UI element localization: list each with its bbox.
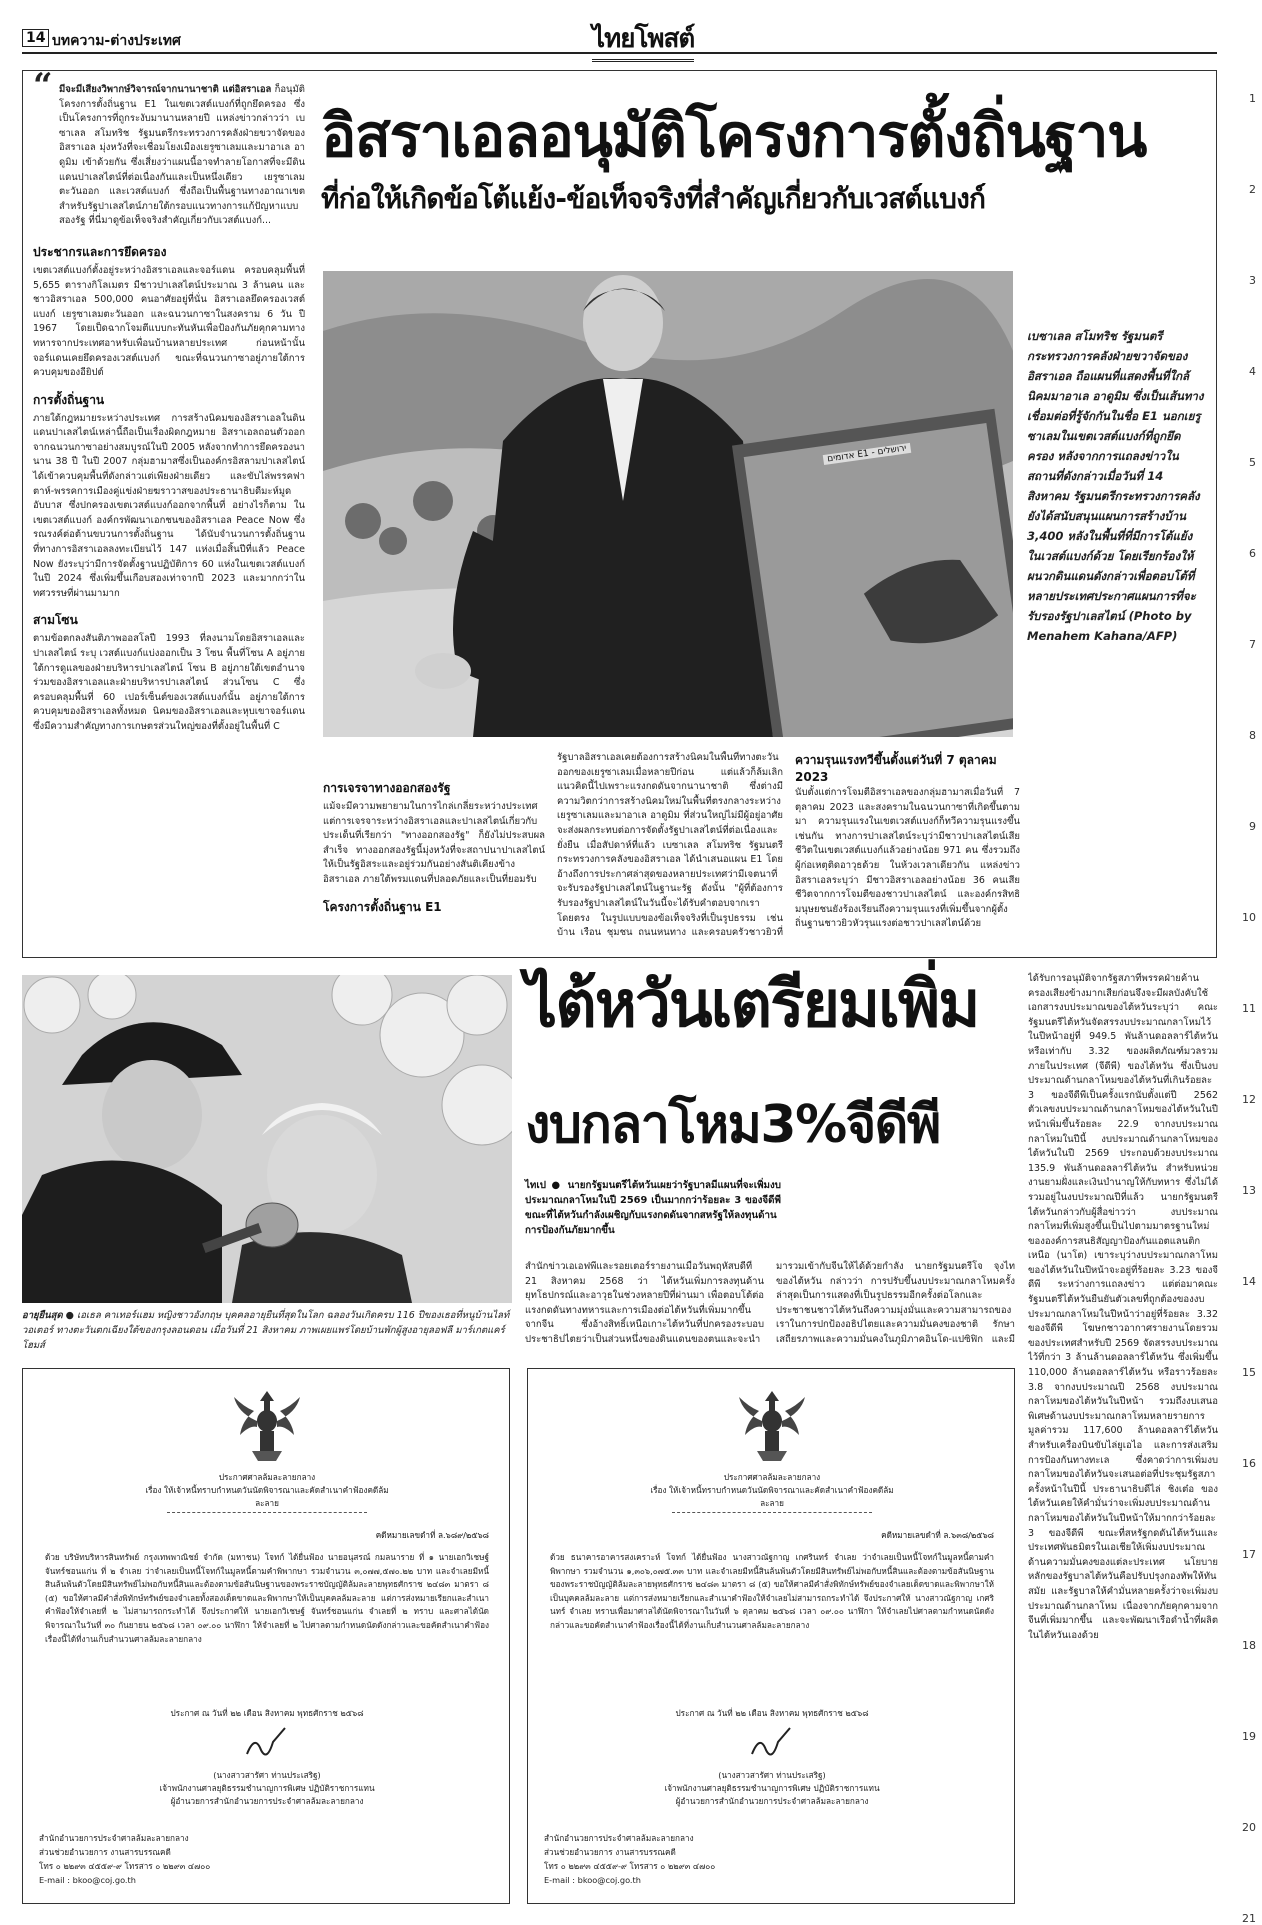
margin-number: 4 [1249,365,1256,378]
page-header [22,26,1217,54]
notice1-signer: (นางสาวสารัศา ท่านประเสริฐ) [213,1770,321,1780]
photo-illustration-birthday [22,975,512,1303]
birthday-caption-bold: อายุยืนสุด [22,1310,63,1321]
margin-number: 19 [1242,1730,1256,1743]
notice2-footer-email[interactable]: E-mail : bkoo@coj.go.th [544,1875,641,1885]
page-number: 14 [22,29,49,47]
taiwan-col2: ได้รับการอนุมัติจากรัฐสภาที่พรรคฝ่ายค้านครองเสียงข้างมากเสียก่อนจึงจะมีผลบังคับใช้ เอกสารงบประมาณของไต้หวันระบุว่า คณะรัฐมนตรีไต้หวันจัดสรรงบประมาณกลาโหมไว้ในปีหน้าอยู่ที่ 949.5 พันล้านดอลลาร์ไต้หวัน หรือเท่ากับ 3.32 ของผลิตภัณฑ์มวลรวมภายในประเทศ (จีดีพี) ของไต้หวัน ซึ่งเป็นงบประมาณด้านกลาโหมของไต้หวันที่เกินร้อยละ 3 ของจีดีพีเป็นครั้งแรกนับตั้งแต่ปี 2562 ตัวเลขงบประมาณด้านกลาโหมของไต้หวันในปีหน้าเพิ่มขึ้นร้อยละ 22.9 จากงบประมาณกลาโหมในปีนี้ งบประมาณด้านกลาโหมของไต้หวันในปี 2569 ประกอบด้วยงบประมาณ 135.9 พันล้านดอลลาร์ไต้หวัน สำหรับหน่วยงานยามฝั่งและเงินบำนาญให้กับทหาร ซึ่งไม่ได้รวมอยู่ในงบประมาณปีที่แล้ว นายกรัฐมนตรีไต้หวันกล่าวกับผู้สื่อข่าวว่า งบประมาณกลาโหมที่เพิ่มสูงขึ้นเป็นไปตามมาตรฐานใหม่ขององค์การสนธิสัญญาป้องกันแอตแลนติกเหนือ (นาโต) เขาระบุว่างบประมาณกลาโหมของไต้หวันในปีหน้าจะอยู่ที่ร้อยละ 3.23 ของจีดีพี ระหว่างการแถลงข่าว แต่ต่อมาคณะรัฐมนตรีไต้หวันยืนยันตัวเลขที่ถูกต้องของงบประมาณกลาโหมในปีหน้าว่าอยู่ที่ร้อยละ 3.32 ของจีดีพี โฆษกชาวอากาศรายงานโดยรวมของประเทศสำหรับปี 2569 จัดสรรงบประมาณไว้ที่กว่า 3 ล้านล้านดอลลาร์ไต้หวัน ซึ่งเพิ่มขึ้น 110,000 ล้านดอลลาร์ไต้หวัน หรือราวร้อยละ 3.8 จากงบประมาณปี 2568 งบประมาณกลาโหมของไต้หวันในปีหน้า รวมถึงงบเสนอพิเศษด้านงบประมาณกลาโหมหลายรายการ มูลค่ารวม 117,600 ล้านดอลลาร์ไต้หวัน สำหรับเครื่องบินขับไล่ยูเอไอ และการส่งเสริมการป้องกันทางทะเล ซึ่งคาดว่าการเพิ่มงบกลาโหมของไต้หวันจะเสนอต่อที่ประชุมรัฐสภาครั้งหน้าในปีนี้ ประธานาธิบดีไล่ ชิงเต๋อ ของไต้หวันเคยให้คำมั่นว่าจะเพิ่มงบประมาณด้านกลาโหมของไต้หวันในปีหน้าให้มากกว่าร้อยละ 3 ของจีดีพี ขณะที่สหรัฐกดดันไต้หวันและประเทศพันธมิตรในเอเชียให้เพิ่มงบประมาณด้านความมั่นคงของแต่ละประเทศ นโยบายหลักของรัฐบาลไต้หวันคือปรับปรุงกองทัพให้ทันสมัย และรัฐบาลให้คำมั่นหลายครั้งว่าจะเพิ่มงบประมาณด้านกลาโหม เนื่องจากภัยคุกคามจากจีนที่เพิ่มมากขึ้น และจะพัฒนาเรือดำน้ำที่ผลิตในไต้หวันเองด้วย [1028,973,1218,1641]
col-e1 [557,751,783,941]
margin-number: 16 [1242,1457,1256,1470]
margin-number: 15 [1242,1366,1256,1379]
notice2-case: คดีหมายเลขดำที่ ล.๖๓๘/๒๕๖๘ [881,1530,994,1540]
margin-number: 1 [1249,92,1256,105]
margin-number: 20 [1242,1821,1256,1834]
masthead-logo: ไทยโพสต์ [592,18,694,62]
notice1-subject: เรื่อง ให้เจ้าหนี้ทราบกำหนดวันนัดพิจารณาและคัดสำเนาคำฟ้องคดีล้มละลาย [145,1485,389,1508]
court-notice-1 [22,1368,510,1904]
notice2-body: ด้วย ธนาคารอาคารสงเคราะห์ โจทก์ ได้ยื่นฟ้อง นางสาวณัฐกาญ เกศรินทร์ จำเลย ว่าจำเลยเป็นหนี้โจทก์ในมูลหนี้ตามคำพิพากษา รวมจำนวน ๑,๓๐๖,๐๗๕.๓๓ บาท และจำเลยมีหนี้สินล้นพ้นตัวโดยมีสินทรัพย์ไม่พอกับหนี้สินและต้องตามข้อสันนิษฐานของพระราชบัญญัติล้มละลายพุทธศักราช ๒๔๘๓ มาตรา ๘ (๕) ขอให้ศาลมีคำสั่งพิทักษ์ทรัพย์ของจำเลยเด็ดขาดและพิพากษาให้เป็นบุคคลล้มละลาย แต่การส่งหมายเรียกและสำเนาคำฟ้องให้จำเลยไม่สามารถกระทำได้ จึงประกาศให้ นางสาวณัฐกาญ เกศรินทร์ จำเลย ทราบเพื่อมาศาลได้นัดพิจารณาในวันที่ ๖ ตุลาคม ๒๕๖๘ เวลา ๐๙.๐๐ นาฬิกา ให้จำเลยไปศาลตามกำหนดนัดดังกล่าวและขอคัดสำเนาคำฟ้องเรื่องนี้ได้ที่งานเก็บสำนวนศาลล้มละลายกลาง [550,1552,994,1630]
col-negotiation [323,773,545,919]
margin-number: 7 [1249,638,1256,651]
margin-number: 13 [1242,1184,1256,1197]
notice2-date: ประกาศ ณ วันที่ ๒๒ เดือน สิงหาคม พุทธศักราช ๒๕๖๘ [675,1708,869,1718]
notice2-signer: (นางสาวสารัศา ท่านประเสริฐ) [718,1770,826,1780]
notice1-footer-dept: ส่วนช่วยอำนวยการ งานสารบรรณคดี [39,1847,171,1857]
col-violence [795,751,1020,932]
margin-number: 10 [1242,911,1256,924]
lead-column [33,66,305,735]
notice1-body: ด้วย บริษัทบริหารสินทรัพย์ กรุงเทพพาณิชย์ จำกัด (มหาชน) โจทก์ ได้ยื่นฟ้อง นายอนุสรณ์ กมลนาราย ที่ ๑ นายเอกวิเชษฐ์ จันทร์ชอนแก่น ที่ ๒ จำเลย ว่าจำเลยเป็นหนี้โจทก์ในมูลหนี้ตามคำพิพากษา รวมจำนวน ๓,๐๗๗,๕๗๐.๒๒ บาท และจำเลยมีหนี้สินล้นพ้นตัวโดยมีสินทรัพย์ไม่พอกับหนี้สินและต้องตามข้อสันนิษฐานของพระราชบัญญัติล้มละลายพุทธศักราช ๒๔๘๓ มาตรา ๘ (๕) ขอให้ศาลมีคำสั่งพิทักษ์ทรัพย์ของจำเลยทั้งสองเด็ดขาดและพิพากษาให้เป็นบุคคลล้มละลาย แต่การส่งหมายเรียกและสำเนาคำฟ้องให้จำเลยที่ ๒ ไม่สามารถกระทำได้ จึงประกาศให้ นายเอกวิเชษฐ์ จันทร์ชอนแก่น จำเลยที่ ๒ ทราบ และศาลได้นัดพิจารณาในวันที่ ๓๐ กันยายน ๒๕๖๘ เวลา ๐๙.๐๐ นาฬิกา ให้จำเลยที่ ๒ ไปศาลตามกำหนดนัดดังกล่าวและขอคัดสำเนาคำฟ้องเรื่องนี้ได้ที่งานเก็บสำนวนศาลล้มละลายกลาง [45,1552,489,1644]
quote-mark-icon: “ [33,66,53,106]
notice1-footer-email[interactable]: E-mail : bkoo@coj.go.th [39,1875,136,1885]
signature [243,1724,293,1764]
lead-bold: มีจะมีเสียงวิพากษ์วิจารณ์จากนานาชาติ แต่อิสราเอล [59,84,272,95]
section-title-e1: โครงการตั้งถิ่นฐาน E1 [323,899,442,914]
margin-number: 14 [1242,1275,1256,1288]
taiwan-lead: ไทเป ● นายกรัฐมนตรีไต้หวันเผยว่ารัฐบาลมีแผนที่จะเพิ่มงบประมาณกลาโหมในปี 2569 เป็นมากกว่าร้อยละ 3 ของจีดีพี ขณะที่ไต้หวันกำลังเผชิญกับแรงกดดันจากสหรัฐให้ลงทุนด้านการป้องกันภัยมากขึ้น [525,1180,781,1236]
map-label: אדומים E1 - ירושלים [823,443,911,465]
section-text-e1: รัฐบาลอิสราเอลเคยต้องการสร้างนิคมในพื้นที่ทางตะวันออกของเยรูซาเลมเมื่อหลายปีก่อน แต่แล้วก็ล้มเลิกแนวคิดนี้ไปเพราะแรงกดดันจากนานาชาติ ซึ่งต่างมีความวิตกว่าการสร้างนิคมใหม่ในพื้นที่ตรงกลางระหว่างเยรูซาเลมและมาอาเล อาดูมิม ที่ส่วนใหญ่ไม่มีผู้อยู่อาศัย จะส่งผลกระทบต่อการจัดตั้งรัฐปาเลสไตน์ที่ต่อเนื่องและยั่งยืน เมื่อสัปดาห์ที่แล้ว เบซาเลล สโมทริช รัฐมนตรีกระทรวงการคลังของอิสราเอล ได้นำเสนอแผน E1 โดยอ้างถึงการประกาศล่าสุดของหลายประเทศว่ามีเจตนาที่จะรับรองรัฐปาเลสไตน์ในฐานะรัฐ ดังนั้น "ผู้ที่ต้องการรับรองรัฐปาเลสไตน์ในวันนี้จะได้รับคำตอบจากเราโดยตรง ในรูปแบบของข้อเท็จจริงที่เป็นรูปธรรม เช่น บ้าน เรือน ชุมชน ถนนหนทาง และครอบครัวชาวยิวที่ [557,752,783,939]
signature [748,1724,798,1764]
taiwan-headline-1: ไต้หวันเตรียมเพิ่ม [525,968,979,1042]
section-title-violence: ความรุนแรงทวีขึ้นตั้งแต่วันที่ 7 ตุลาคม 2023 [795,753,997,784]
headline: อิสราเอลอนุมัติโครงการตั้งถิ่นฐาน [321,101,1146,170]
garuda-emblem-icon [735,1387,809,1467]
notice2-org: ประกาศศาลล้มละลายกลาง [723,1472,821,1482]
margin-number: 18 [1242,1639,1256,1652]
margin-number: 12 [1242,1093,1256,1106]
notice2-role1: เจ้าพนักงานศาลยุติธรรมชำนาญการพิเศษ ปฏิบัติราชการแทน [664,1783,880,1793]
taiwan-headline-2: งบกลาโหม3%จีดีพี [525,1095,940,1155]
article-israel-settlement [22,66,1217,958]
subheadline: ที่ก่อให้เกิดข้อโต้แย้ง-ข้อเท็จจริงที่สำคัญเกี่ยวกับเวสต์แบงก์ [321,182,986,215]
section-title-three-zones: สามโซน [33,613,78,628]
notice1-footer-phone: โทร ๐ ๒๒๙๓ ๔๕๕๙-๙ โทรสาร ๐ ๒๒๙๓ ๔๗๐๐ [39,1861,211,1871]
section-text-settlements: ภายใต้กฎหมายระหว่างประเทศ การสร้างนิคมของอิสราเอลในดินแดนปาเลสไตน์เหล่านี้ถือเป็นเรื่องผิดกฎหมาย อิสราเอลถอนตัวออกจากฉนวนกาซาอย่างสมบูรณ์ในปี 2005 หลังจากทำการยึดครองนานาน 38 ปี ในปี 2007 กลุ่มฮามาสซึ่งเป็นองค์กรอิสลามปาเลสไตน์ได้เข้าควบคุมพื้นที่ดังกล่าวแต่เพียงฝ่ายเดียว และขับไล่พรรคฟาตาห์-พรรคการเมืองคู่แข่งฝ่ายฆราวาสของประธานาธิบดีมะห์มูด อับบาส ซึ่งปกครองเขตเวสต์แบงก์ออกจากพื้นที่ อย่างไรก็ตาม ในเขตเวสต์แบงก์ องค์กรพัฒนาเอกชนของอิสราเอล Peace Now ซึ่งรณรงค์ต่อต้านขบวนการตั้งถิ่นฐาน ได้นับจำนวนการตั้งถิ่นฐานที่ทางการอิสราเอลลงทะเบียนไว้ 147 แห่งเมื่อสิ้นปีที่แล้ว Peace Now ยังระบุว่ามีการจัดตั้งฐานปฏิบัติการ 60 แห่งในเขตเวสต์แบงก์ในปี 2024 ซึ่งเพิ่มขึ้นเกือบสองเท่าจากปี 2023 และมากกว่าในทศวรรษที่ผ่านมามาก [33,412,305,599]
section-title-settlements: การตั้งถิ่นฐาน [33,392,105,407]
margin-number: 11 [1242,1002,1256,1015]
notice1-footer-office: สำนักอำนวยการประจำศาลล้มละลายกลาง [39,1833,189,1843]
notice1-role2: ผู้อำนวยการสำนักอำนวยการประจำศาลล้มละลายกลาง [170,1796,364,1806]
margin-number: 17 [1242,1548,1256,1561]
margin-number: 8 [1249,729,1256,742]
photo-smotrich-map [323,271,1013,737]
margin-number: 21 [1242,1912,1256,1925]
garuda-emblem-icon [230,1387,304,1467]
margin-number: 3 [1249,274,1256,287]
section-text-three-zones: ตามข้อตกลงสันติภาพออสโลปี 1993 ที่ลงนามโดยอิสราเอลและปาเลสไตน์ ระบุ เวสต์แบงก์แบ่งออกเป็น 3 โซน พื้นที่โซน A อยู่ภายใต้การดูแลของฝ่ายบริหารปาเลสไตน์ โซน B อยู่ภายใต้เขตอำนาจร่วมของอิสราเอลและฝ่ายบริหารปาเลสไตน์ ส่วนโซน C ซึ่งครอบคลุมพื้นที่ 60 เปอร์เซ็นต์ของเวสต์แบงก์นั้น อยู่ภายใต้การควบคุมของอิสราเอลทั้งหมด นิคมของอิสราเอลและหุบเขาจอร์แดน ซึ่งมีความสำคัญทางการเกษตรส่วนใหญ่ของที่ตั้งอยู่ในพื้นที่ C [33,633,305,732]
notice1-role1: เจ้าพนักงานศาลยุติธรรมชำนาญการพิเศษ ปฏิบัติราชการแทน [159,1783,375,1793]
margin-number: 5 [1249,456,1256,469]
section-title-two-state: การเจรจาทางออกสองรัฐ [323,781,451,795]
notice1-case: คดีหมายเลขดำที่ ล.๖๘๙/๒๕๖๘ [375,1530,489,1540]
court-notice-2 [527,1368,1015,1904]
section-text-two-state: แม้จะมีความพยายามในการไกล่เกลี่ยระหว่างประเทศ แต่การเจรจาระหว่างอิสราเอลและปาเลสไตน์เกี่ยวกับประเด็นที่เรียกว่า "ทางออกสองรัฐ" ก็ยังไม่ประสบผลสำเร็จ ทางออกสองรัฐนี้มุ่งหวังที่จะสถาปนาปาเลสไตน์ให้เป็นรัฐอิสระและอยู่ร่วมกันอย่างสันติเคียงข้างอิสราเอล ภายใต้พรมแดนที่ปลอดภัยและเป็นที่ยอมรับ [323,801,545,885]
notice2-footer-phone: โทร ๐ ๒๒๙๓ ๔๕๕๙-๙ โทรสาร ๐ ๒๒๙๓ ๔๗๐๐ [544,1861,716,1871]
photo-caption: เบซาเลล สโมทริช รัฐมนตรีกระทรวงการคลังฝ่ายขวาจัดของอิสราเอล ถือแผนที่แสดงพื้นที่ใกล้นิคมมาอาเล อาดูมิม ซึ่งเป็นเส้นทางเชื่อมต่อที่รู้จักกันในชื่อ E1 นอกเยรูซาเลมในเขตเวสต์แบงก์ที่ถูกยึดครอง หลังจากการแถลงข่าวในสถานที่ดังกล่าวเมื่อวันที่ 14 สิงหาคม รัฐมนตรีกระทรวงการคลังยังได้สนับสนุนแผนการสร้างบ้าน 3,400 หลังในพื้นที่ที่มีการโต้แย้งในเวสต์แบงก์ด้วย โดยเรียกร้องให้ผนวกดินแดนดังกล่าวเพื่อตอบโต้ที่หลายประเทศประกาศแผนการที่จะรับรองรัฐปาเลสไตน์ (Photo by Menahem Kahana/AFP) [1027,329,1204,643]
photo-illustration [323,271,1013,737]
lead-text: ก็อนุมัติโครงการตั้งถิ่นฐาน E1 ในเขตเวสต์แบงก์ที่ถูกยึดครอง ซึ่งเป็นโครงการที่ถูกระงับมานานหลายปี แหล่งข่าวกล่าวว่า เบซาเลล สโมทริช รัฐมนตรีกระทรวงการคลังฝ่ายขวาจัดของอิสราเอล มุ่งหวังที่จะเชื่อมโยงเมืองเยรูซาเลมและมาอาเล อาดูมิม เข้าด้วยกัน ซึ่งเสี่ยงว่าแผนนี้อาจทำลายโอกาสที่จะมีดินแดนปาเลสไตน์ที่ต่อเนื่องกันและเป็นหนึ่งเดียว เยรูซาเลมตะวันออก และเวสต์แบงก์ ซึ่งถือเป็นพื้นฐานทางอาณาเขตสำหรับรัฐปาเลสไตน์ภายใต้กรอบแนวทางการแก้ปัญหาแบบสองรัฐ ที่นี่มาดูข้อเท็จจริงสำคัญเกี่ยวกับเวสต์แบงก์... [59,84,305,227]
section-text-violence: นับตั้งแต่การโจมตีอิสราเอลของกลุ่มฮามาสเมื่อวันที่ 7 ตุลาคม 2023 และสงครามในฉนวนกาซาที่เกิดขึ้นตามมา ความรุนแรงในเขตเวสต์แบงก์ก็ทวีความรุนแรงขึ้นเช่นกัน ทางการปาเลสไตน์ระบุว่ามีชาวปาเลสไตน์เสียชีวิตในเขตเวสต์แบงก์แล้วอย่างน้อย 971 คน ซึ่งรวมถึงผู้ก่อเหตุติดอาวุธด้วย ในห้วงเวลาเดียวกัน แหล่งข่าวอิสราเอลระบุว่า มีชาวอิสราเอลอย่างน้อย 36 คนเสียชีวิตจากการโจมตีของชาวปาเลสไตน์ และองค์กรสิทธิมนุษยชนยังร้องเรียนถึงความรุนแรงที่เพิ่มขึ้นจากผู้ตั้งถิ่นฐานชาวยิวหัวรุนแรงต่อชาวปาเลสไตน์ด้วย [795,787,1020,930]
notice2-subject: เรื่อง ให้เจ้าหนี้ทราบกำหนดวันนัดพิจารณาและคัดสำเนาคำฟ้องคดีล้มละลาย [650,1485,894,1508]
photo-birthday-celebration [22,975,512,1303]
taiwan-col1: สำนักข่าวเอเอฟพีและรอยเตอร์รายงานเมื่อวันพฤหัสบดีที่ 21 สิงหาคม 2568 ว่า ไต้หวันเพิ่มการลงทุนด้านยุทโธปกรณ์และอาวุธในช่วงหลายปีที่ผ่านมา เพื่อตอบโต้ต่อแรงกดดันทางทหารและการเมืองต่อไต้หวันที่เพิ่มมากขึ้นจากจีน ซึ่งอ้างสิทธิ์เหนือเกาะไต้หวันที่ปกครองระบอบประชาธิปไตยว่าเป็นส่วนหนึ่งของดินแดนของตนและจะนำมารวมเข้ากับจีนให้ได้ด้วยกำลัง นายกรัฐมนตรีโจ จุงไท ของไต้หวัน กล่าวว่า การปรับขึ้นงบประมาณกลาโหมครั้งล่าสุดเป็นการแสดงที่เป็นรูปธรรมอีกครั้งต่อโลกและประชาชนชาวไต้หวันถึงความมุ่งมั่นและความสามารถของเราในการปกป้องอธิปไตยและความมั่นคงของชาติ รักษาเสถียรภาพและความมั่นคงในภูมิภาคอินโด-แปซิฟิก และมี [525,1261,1015,1345]
section-label: บทความ-ต่างประเทศ [52,33,181,49]
margin-number: 6 [1249,547,1256,560]
margin-number: 2 [1249,183,1256,196]
notice1-org: ประกาศศาลล้มละลายกลาง [218,1472,316,1482]
notice2-footer-dept: ส่วนช่วยอำนวยการ งานสารบรรณคดี [544,1847,676,1857]
birthday-caption-text: ● เอเธล คาเทอร์แฮม หญิงชาวอังกฤษ บุคคลอายุยืนที่สุดในโลก ฉลองวันเกิดครบ 116 ปีของเธอที่หนูบ้านไลท์วอเตอร์ ทางตะวันตกเฉียงใต้ของกรุงลอนดอน เมื่อวันที่ 21 สิงหาคม ภาพเผยแพร่โดยบ้านพักผู้สูงอายุลอฟลี มาร์เกตแคร์โฮมส์ [22,1310,510,1351]
birthday-caption [22,1308,512,1353]
section-text-population: เขตเวสต์แบงก์ตั้งอยู่ระหว่างอิสราเอลและจอร์แดน ครอบคลุมพื้นที่ 5,655 ตารางกิโลเมตร มีชาวปาเลสไตน์ประมาณ 3 ล้านคน และชาวอิสราเอล 500,000 คนอาศัยอยู่ที่นั่น อิสราเอลยึดครองเวสต์แบงก์ เยรูซาเลมตะวันออก และฉนวนกาซาในสงคราม 6 วัน ปี 1967 โดยเป็ดฉากโจมตีแบบกะทันหันเพื่อป้องกันภัยคุกคามทางทหารจากประเทศอาหรับเพื่อนบ้านหลายประเทศ ก่อนหน้านั้นจอร์แดนเคยยึดครองเวสต์แบงก์ ขณะที่ฉนวนกาซาอยู่ภายใต้การควบคุมของอียิปต์ [33,264,305,379]
margin-number: 9 [1249,820,1256,833]
notice2-role2: ผู้อำนวยการสำนักอำนวยการประจำศาลล้มละลายกลาง [675,1796,869,1806]
section-title-population: ประชากรและการยึดครอง [33,244,167,259]
notice2-footer-office: สำนักอำนวยการประจำศาลล้มละลายกลาง [544,1833,694,1843]
notice1-date: ประกาศ ณ วันที่ ๒๒ เดือน สิงหาคม พุทธศักราช ๒๕๖๘ [170,1708,364,1718]
